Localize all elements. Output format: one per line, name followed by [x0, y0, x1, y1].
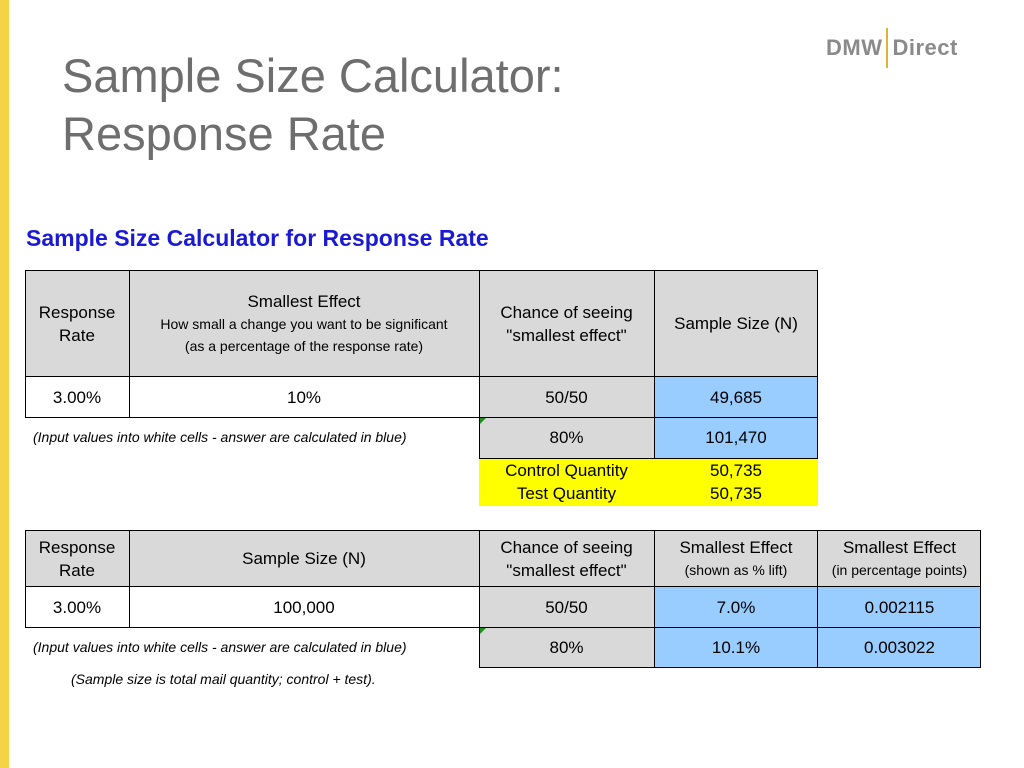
- quantity-labels: [479, 458, 654, 506]
- chance-cell: 50/50: [479, 377, 654, 417]
- header-sample-size: [129, 530, 479, 587]
- header-response-rate: [25, 270, 129, 377]
- sample-size-input[interactable]: 100,000: [129, 587, 479, 627]
- logo-direct: Direct: [892, 35, 958, 60]
- header-text: Sample Size (N): [242, 549, 366, 568]
- header-chance: [479, 270, 654, 377]
- calculator-heading: Sample Size Calculator for Response Rate: [26, 225, 489, 251]
- sample-size-result: 101,470: [654, 417, 818, 458]
- cell-comment-marker: [480, 628, 486, 634]
- header-text: Response: [38, 537, 116, 557]
- header-text: Sample Size (N): [674, 314, 798, 333]
- response-rate-input[interactable]: 3.00%: [25, 587, 129, 627]
- grid-line: [25, 270, 818, 271]
- cell-comment-marker: [480, 418, 486, 424]
- header-chance: [479, 530, 654, 587]
- grid-line: [25, 417, 818, 418]
- slide-title-line-2: Response Rate: [62, 107, 386, 160]
- chance-cell: 50/50: [479, 587, 654, 627]
- chance-cell: 80%: [479, 417, 654, 458]
- input-instructions-note: (Input values into white cells - answer are calculated in blue): [33, 639, 407, 655]
- header-response-rate: [25, 530, 129, 587]
- header-text: Response: [38, 302, 116, 322]
- chance-cell: 80%: [479, 627, 654, 668]
- grid-line: [25, 270, 26, 417]
- header-subtext: (shown as % lift): [684, 562, 788, 578]
- quantity-values: [654, 458, 818, 506]
- effect-points-result: 0.003022: [818, 627, 981, 668]
- header-text: Smallest Effect: [247, 292, 361, 311]
- header-text: "smallest effect": [506, 325, 627, 345]
- grid-line: [25, 530, 26, 627]
- grid-line: [654, 530, 655, 668]
- grid-line: [479, 667, 981, 668]
- sample-size-footnote: (Sample size is total mail quantity; control + test).: [71, 671, 376, 687]
- test-quantity-value: 50,735: [710, 484, 762, 503]
- sample-size-result: 49,685: [654, 377, 818, 417]
- logo-divider: [886, 28, 888, 68]
- smallest-effect-input[interactable]: 10%: [129, 377, 479, 417]
- header-text: Smallest Effect: [842, 538, 957, 557]
- header-text: Chance of seeing: [500, 537, 633, 557]
- header-subtext: How small a change you want to be significant: [160, 316, 448, 332]
- slide-title: [62, 47, 564, 163]
- grid-line: [129, 270, 130, 417]
- header-text: Rate: [59, 560, 95, 580]
- header-text: Smallest Effect: [679, 538, 793, 557]
- header-sample-size: [654, 270, 818, 377]
- logo-dmw: DMW: [826, 35, 883, 60]
- grid-line: [980, 530, 981, 668]
- header-effect-points: [818, 530, 981, 587]
- grid-line: [25, 376, 818, 377]
- grid-line: [817, 270, 818, 458]
- header-smallest-effect: [129, 270, 479, 377]
- grid-line: [25, 627, 981, 628]
- grid-line: [654, 270, 655, 458]
- effect-points-result: 0.002115: [818, 587, 981, 627]
- grid-line: [129, 530, 130, 627]
- slide-title-line-1: Sample Size Calculator:: [62, 49, 564, 102]
- accent-bar: [0, 0, 9, 768]
- grid-line: [817, 530, 818, 668]
- header-subtext: (as a percentage of the response rate): [184, 338, 424, 354]
- header-text: "smallest effect": [506, 560, 627, 580]
- control-quantity-label: Control Quantity: [505, 461, 628, 480]
- control-quantity-value: 50,735: [710, 461, 762, 480]
- test-quantity-label: Test Quantity: [516, 484, 617, 503]
- header-text: Chance of seeing: [500, 302, 633, 322]
- input-instructions-note: (Input values into white cells - answer are calculated in blue): [33, 429, 407, 445]
- grid-line: [479, 458, 818, 459]
- header-subtext: (in percentage points): [831, 562, 968, 578]
- grid-line: [479, 530, 480, 668]
- company-logo: [826, 26, 958, 70]
- header-text: Rate: [59, 325, 95, 345]
- response-rate-input[interactable]: 3.00%: [25, 377, 129, 417]
- effect-lift-result: 7.0%: [654, 587, 818, 627]
- grid-line: [25, 586, 981, 587]
- grid-line: [25, 530, 981, 531]
- effect-lift-result: 10.1%: [654, 627, 818, 668]
- header-effect-lift: [654, 530, 818, 587]
- grid-line: [479, 270, 480, 458]
